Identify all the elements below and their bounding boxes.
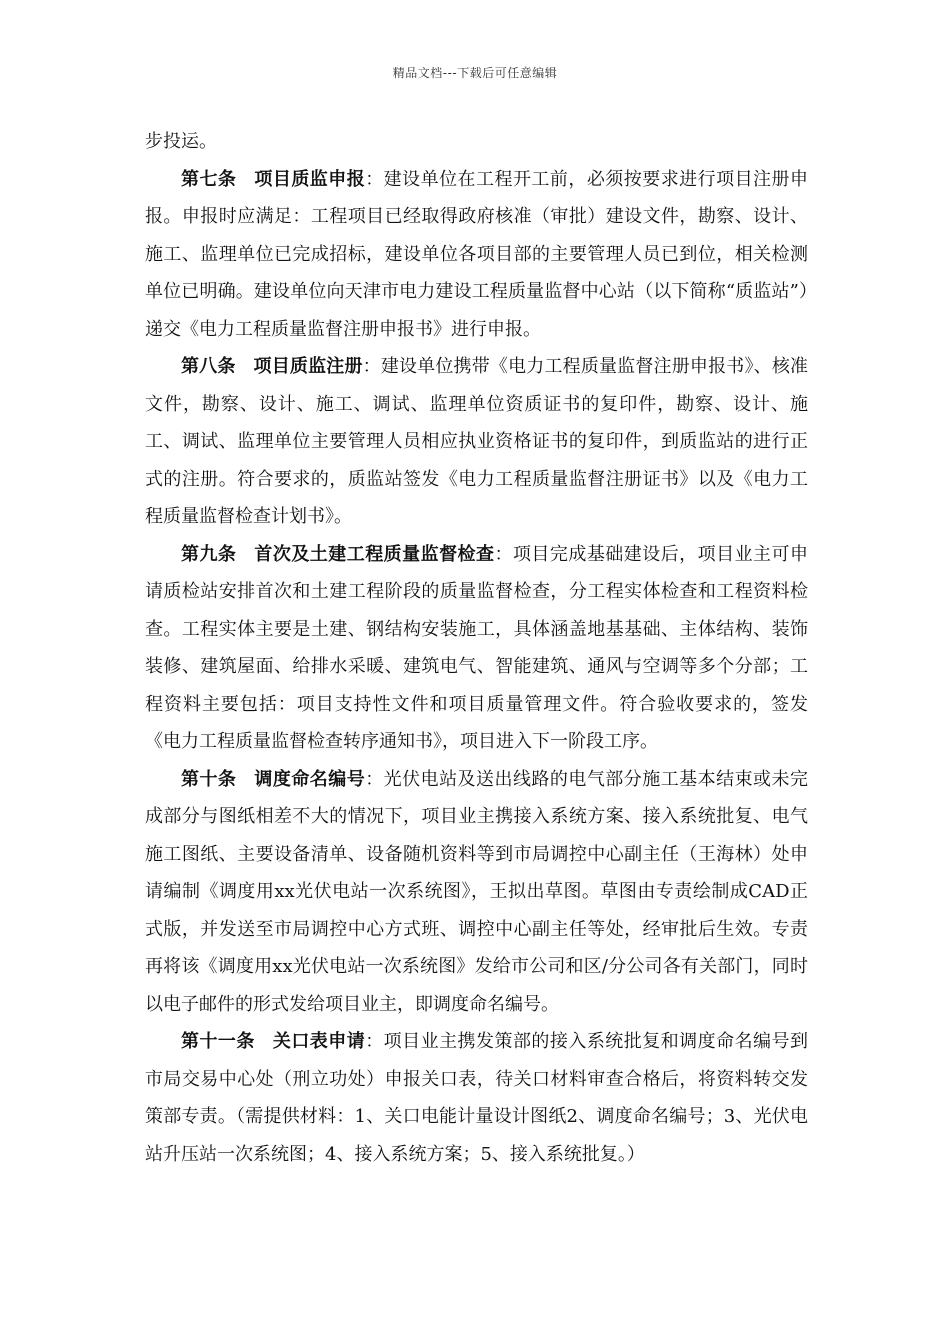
- article-body: ：项目完成基础建设后，项目业主可申请质检站安排首次和土建工程阶段的质量监督检查，分工程实体检查和工程资料检查。工程实体主要是土建、钢结构安装施工，具体涵盖地基基础、主体结构、装饰装修、建筑屋面、给排水采暖、建筑电气、智能建筑、通风与空调等多个分部；工程资料主要包括：项目支持性文件和项目质量管理文件。符合验收要求的，签发《电力工程质量监督检查转序通知书》，项目进入下一阶段工序。: [145, 543, 808, 752]
- article-number: 第八条: [181, 356, 236, 377]
- article-7: [145, 161, 808, 349]
- article-heading: [181, 169, 365, 190]
- article-body: ：项目业主携发策部的接入系统批复和调度命名编号到市局交易中心处（刑立功处）申报关口表，待关口材料审查合格后，将资料转交发策部专责。（需提供材料：1、关口电能计量设计图纸2、调度命名编号；3、光伏电站升压站一次系统图；4、接入系统方案；5、接入系统批复。）: [145, 1031, 808, 1165]
- article-title: 调度命名编号: [254, 768, 366, 790]
- article-9: [145, 536, 808, 761]
- article-title: 首次及土建工程质量监督检查: [254, 543, 495, 565]
- article-body: ：建设单位在工程开工前，必须按要求进行项目注册申报。申报时应满足：工程项目已经取得政府核准（审批）建设文件，勘察、设计、施工、监理单位已完成招标，建设单位各项目部的主要管理人员已到位，相关检测单位已明确。建设单位向天津市电力建设工程质量监督中心站（以下简称“质监站”）递交《电力工程质量监督注册申报书》进行申报。: [145, 168, 808, 340]
- article-number: 第十条: [181, 768, 237, 790]
- article-title: 项目质监申报: [254, 168, 366, 190]
- page-header: 精品文档---下载后可任意编辑: [392, 66, 558, 80]
- continuation-paragraph: 步投运。: [145, 131, 217, 152]
- article-number: 第九条: [181, 543, 237, 565]
- article-body: ：光伏电站及送出线路的电气部分施工基本结束或未完成部分与图纸相差不大的情况下，项目业主携接入系统方案、接入系统批复、电气施工图纸、主要设备清单、设备随机资料等到市局调控中心副主任（王海林）处申请编制《调度用xx光伏电站一次系统图》，王拟出草图。草图由专责绘制成CAD正式版，并发送至市局调控中心方式班、调控中心副主任等处，经审批后生效。专责再将该《调度用xx光伏电站一次系统图》发给市公司和区/分公司各有关部门，同时以电子邮件的形式发给项目业主，即调度命名编号。: [145, 768, 808, 1015]
- article-heading: [181, 769, 365, 790]
- article-body: ：建设单位携带《电力工程质量监督注册申报书》、核准文件，勘察、设计、施工、调试、监理单位资质证书的复印件，勘察、设计、施工、调试、监理单位主要管理人员相应执业资格证书的复印件，到质监站的进行正式的注册。符合要求的，质监站签发《电力工程质量监督注册证书》以及《电力工程质量监督检查计划书》。: [145, 356, 809, 527]
- document-body: [145, 123, 808, 1173]
- article-title: 关口表申请: [272, 1031, 366, 1052]
- article-11: [145, 1023, 808, 1173]
- article-heading: [181, 1031, 365, 1052]
- article-heading: [181, 544, 495, 565]
- article-8: [145, 348, 808, 536]
- article-heading: [181, 356, 363, 377]
- article-title: 项目质监注册: [253, 356, 363, 377]
- article-10: [145, 761, 808, 1024]
- article-number: 第十一条: [181, 1031, 255, 1052]
- article-number: 第七条: [181, 168, 237, 190]
